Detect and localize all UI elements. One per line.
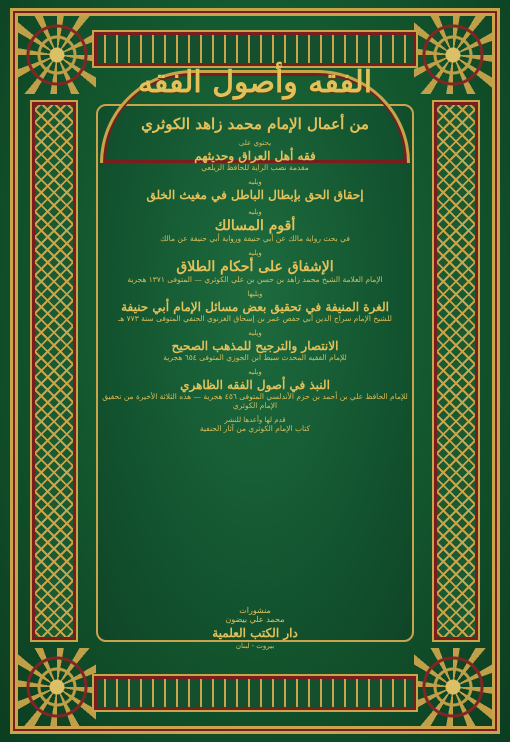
section-title: كتاب الإمام الكوثري من آثار الحنفية	[199, 424, 311, 433]
book-subtitle: من أعمال الإمام محمد زاهد الكوثري	[141, 115, 369, 133]
section-note: للشيخ الإمام سراج الدين أبي حفص عمر بن إسحاق الغزنوي الحنفي المتوفى سنة ٧٧٣ هـ	[118, 314, 392, 323]
publisher-house: دار الكتب العلمية	[212, 626, 298, 640]
section-label: ويليه	[248, 329, 262, 337]
section-label: ويليه	[248, 368, 262, 376]
section-title: إحقاق الحق بإبطال الباطل في مغيث الخلق	[146, 188, 364, 202]
section-title: النبذ في أصول الفقه الظاهري	[180, 378, 330, 392]
section-title: الإشفاق على أحكام الطلاق	[176, 259, 334, 275]
section-title: أقوم المسالك	[214, 218, 296, 234]
section-label: ويليه	[248, 208, 262, 216]
section-label: قدم لها وأعدها للنشر	[224, 416, 286, 424]
corner-ornament-bottom-left	[18, 648, 96, 726]
section-label: يحتوي على	[238, 139, 272, 147]
section-title: فقه أهل العراق وحديثهم	[194, 149, 316, 163]
section-title: الانتصار والترجيح للمذهب الصحيح	[171, 339, 339, 353]
section-label: ويليه	[248, 249, 262, 257]
bottom-ornament-band	[92, 674, 418, 712]
left-ornament-panel	[30, 100, 78, 642]
right-ornament-panel	[432, 100, 480, 642]
section-label: ويليها	[247, 290, 263, 298]
section-note: للإمام الحافظ علي بن أحمد بن حزم الأندلسي المتوفى ٤٥٦ هجرية — هذه الثلاثة الأخيرة من تحقيق الإمام الكوثري	[102, 392, 408, 410]
section-note: الإمام العلامة الشيخ محمد زاهد بن حسن بن علي الكوثري — المتوفى ١٣٧١ هجرية	[127, 275, 383, 284]
publisher-label: منشورات	[239, 606, 271, 615]
section-note: في بحث رواية مالك عن أبي حنيفة ورواية أبي حنيفة عن مالك	[160, 234, 350, 243]
corner-ornament-bottom-right	[414, 648, 492, 726]
publisher-city: بيروت - لبنان	[235, 642, 275, 650]
section-note: مقدمة نصب الراية للحافظ الزيلعي	[201, 163, 309, 172]
corner-ornament-top-left	[18, 16, 96, 94]
publisher-block	[160, 606, 350, 650]
publisher-name: محمد علي بيضون	[225, 615, 285, 624]
section-label: ويليه	[248, 178, 262, 186]
section-title: الغرة المنيفة في تحقيق بعض مسائل الإمام أبي حنيفة	[121, 300, 389, 314]
book-title: الفقه وأصول الفقه	[137, 65, 373, 100]
cover-text-block	[100, 62, 410, 634]
corner-ornament-top-right	[414, 16, 492, 94]
section-note: للإمام الفقيه المحدث سبط ابن الجوزي المتوفى ٦٥٤ هجرية	[163, 353, 347, 362]
